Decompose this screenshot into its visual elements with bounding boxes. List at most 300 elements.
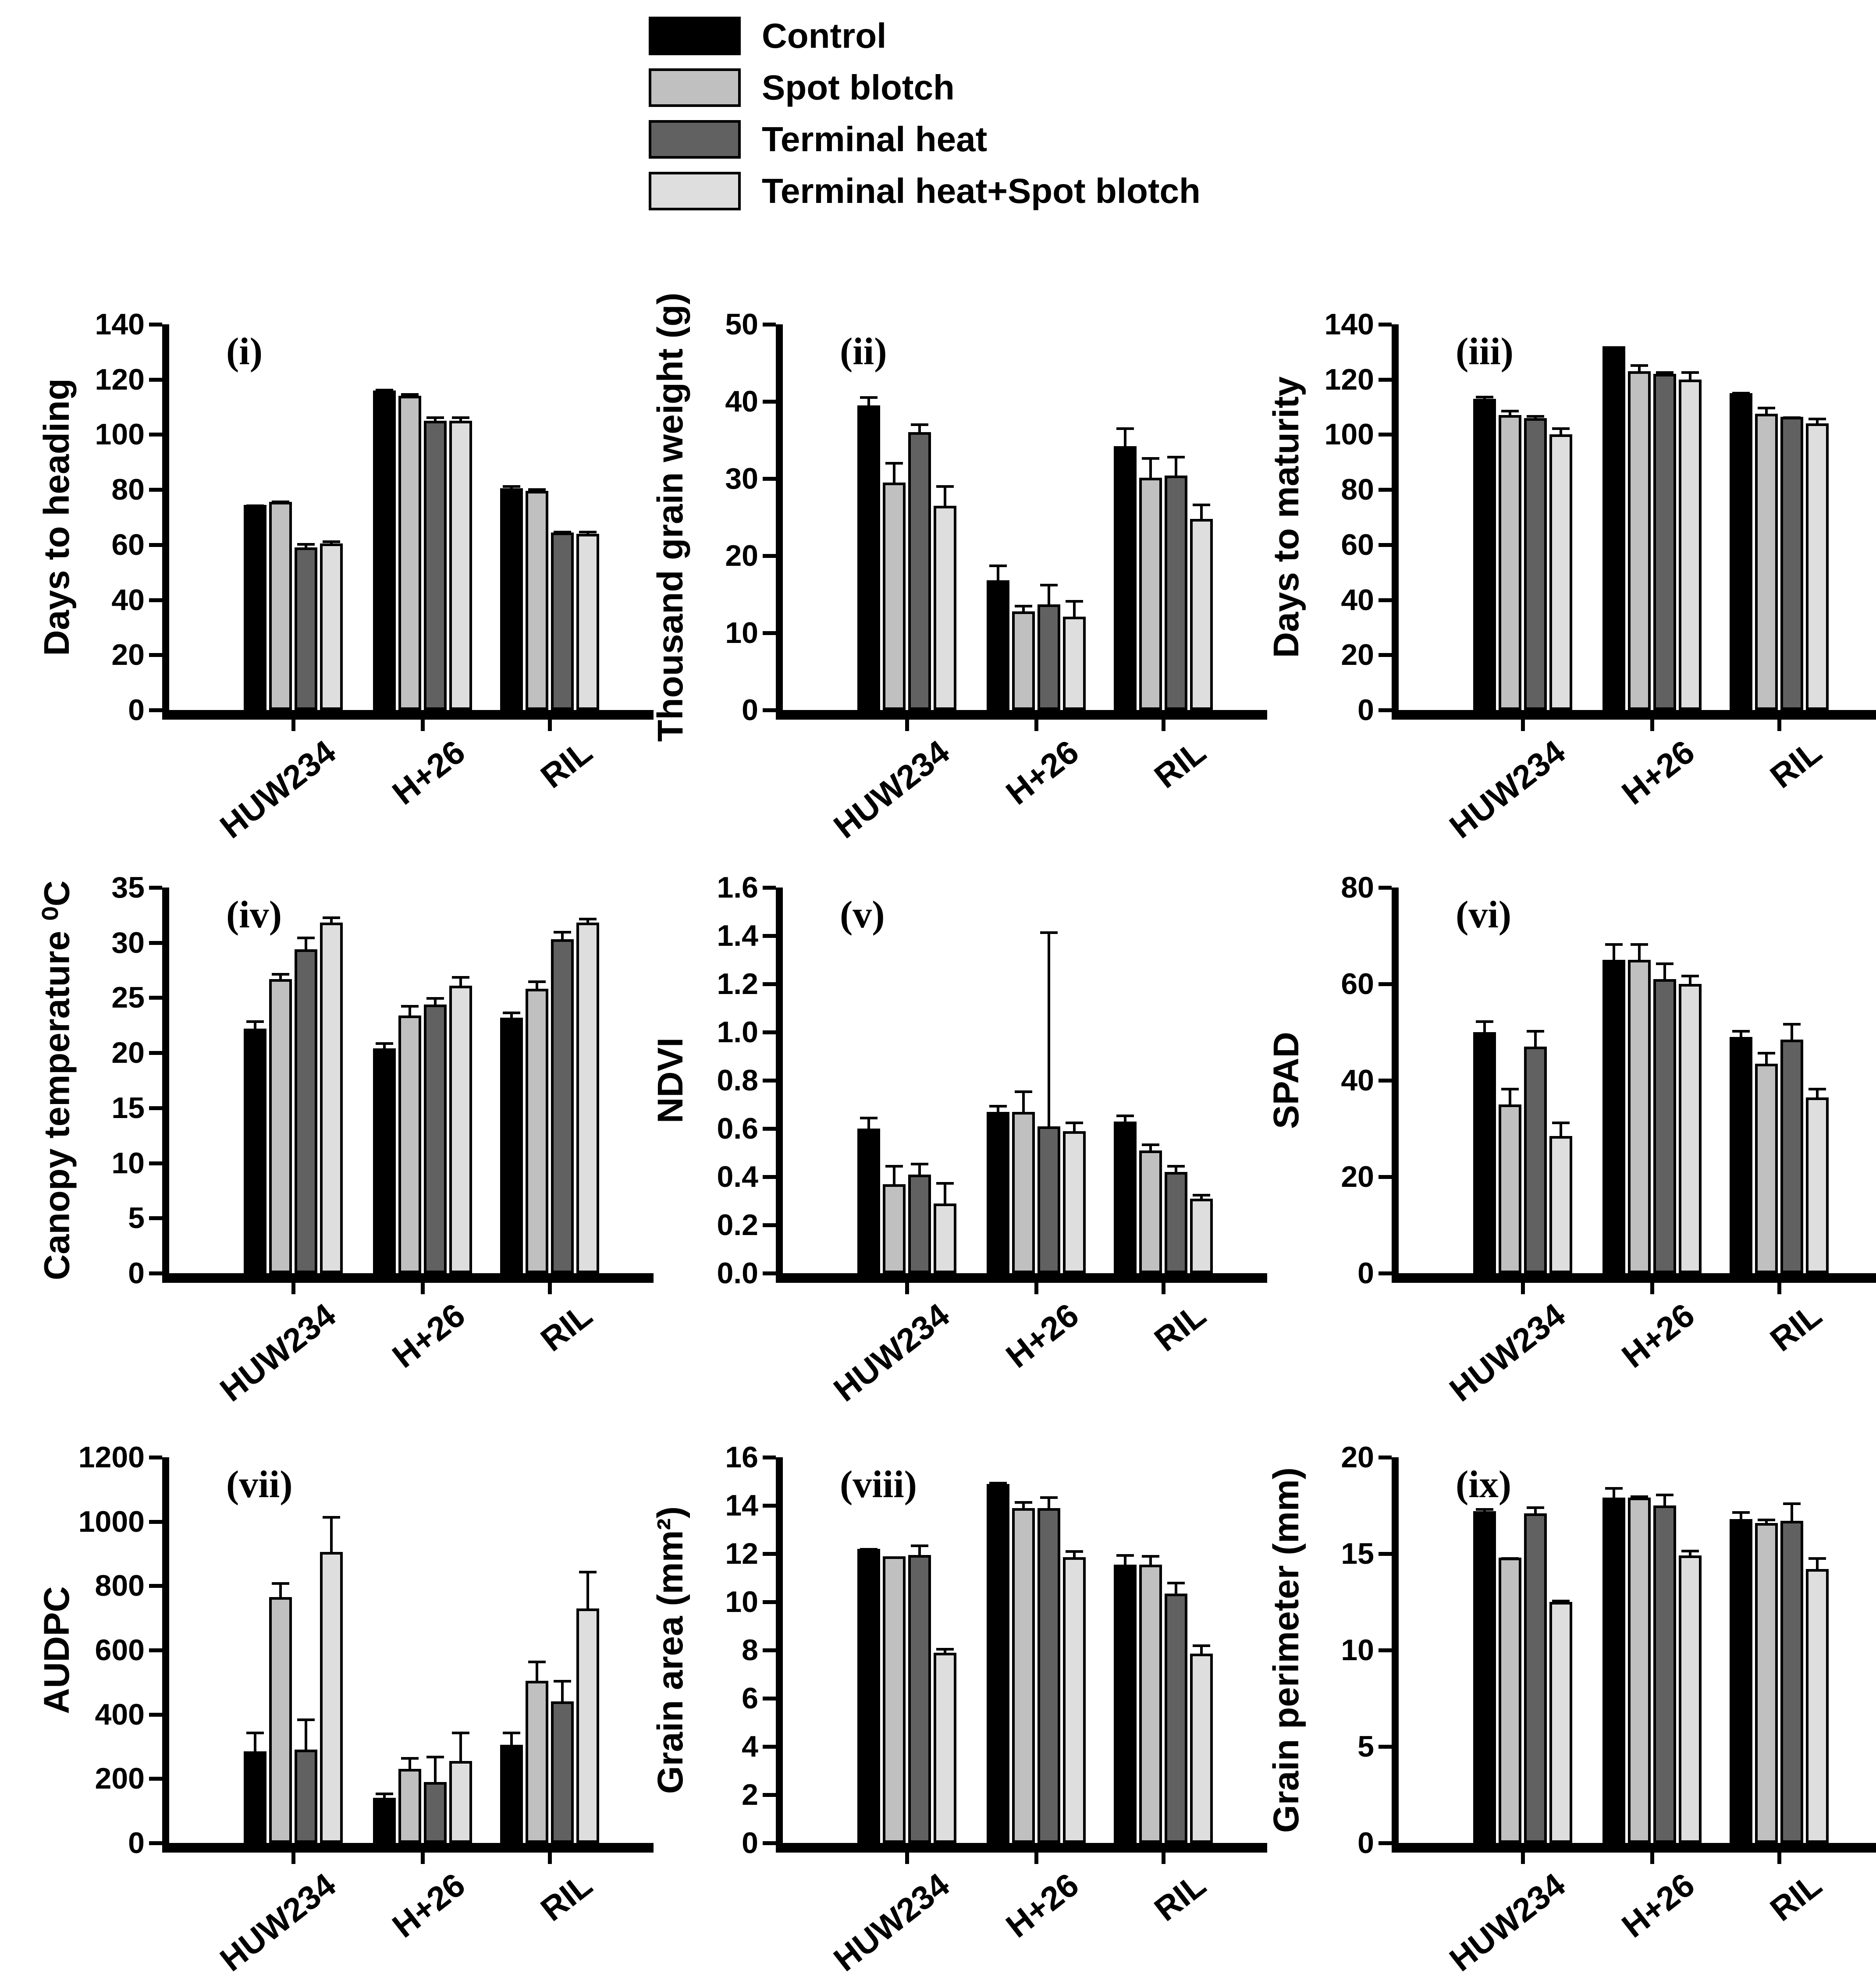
y-tick-label: 5 [128,1201,145,1235]
error-bar-cap [885,1165,903,1168]
error-bar [1758,1519,1775,1525]
y-tick-mark [1379,1456,1392,1459]
panel-label: (ii) [840,330,887,373]
bar-control-h-26 [373,391,396,710]
bar-group-huw234 [1473,324,1572,710]
error-bar-stem [536,1661,538,1683]
error-bar [297,1718,315,1752]
error-bar-cap [1605,346,1623,349]
error-bar [1527,1030,1544,1049]
y-tick-mark [763,708,776,712]
error-bar [911,1544,928,1558]
bar-terminal-heat-huw234 [908,1555,931,1843]
y-tick-mark [1379,708,1392,712]
bar-control-ril [500,1018,523,1273]
error-bar [911,423,928,435]
error-bar-stem [305,1718,307,1752]
plot-area [725,308,1267,846]
error-bar-cap [528,980,546,983]
error-bar-cap [1015,605,1032,607]
error-bar [1605,943,1623,962]
error-bar-cap [1552,427,1570,430]
y-tick-label: 1.4 [717,919,758,952]
x-tick-mark [1650,1853,1654,1864]
error-bar-cap [323,916,340,919]
bar-group-huw234 [857,888,956,1273]
error-bar-cap [1681,975,1699,977]
error-bar [1015,1090,1032,1115]
y-tick-mark [763,1223,776,1227]
error-bar [1476,1508,1493,1514]
error-bar [1783,1502,1801,1523]
error-bar-cap [1066,1550,1083,1553]
y-tick-mark [1379,543,1392,547]
error-bar [1116,427,1134,449]
x-tick-mark [421,720,425,731]
bar-terminal-heat-spot-blotch-ril [1806,1097,1829,1274]
bar-control-huw234 [1473,1511,1496,1843]
error-bar [1142,457,1159,480]
y-tick-label: 10 [111,1146,145,1180]
error-bar-stem [586,1571,589,1611]
bar-spot-blotch-ril [1755,1064,1778,1274]
bar-control-ril [1730,1519,1752,1843]
error-bar-cap [1501,1088,1519,1090]
bar-spot-blotch-h-26 [398,396,421,710]
bar-group-h-26 [987,888,1086,1273]
error-bar-cap [1015,1501,1032,1504]
bar-terminal-heat-spot-blotch-ril [1806,423,1829,710]
error-bar-cap [989,1105,1007,1108]
y-tick-label: 140 [95,308,145,341]
error-bar-cap [246,1020,264,1023]
error-bar-cap [1527,1030,1544,1033]
y-tick-label: 4 [742,1730,758,1763]
bar-terminal-heat-h-26 [1037,604,1060,710]
legend-swatch [649,120,741,159]
y-tick-mark [149,886,162,890]
y-tick-mark [149,1161,162,1165]
bar-terminal-heat-spot-blotch-huw234 [1549,1136,1572,1274]
y-tick-mark [149,433,162,437]
error-bar-stem [561,1680,564,1704]
y-tick-mark [763,554,776,558]
bar-group-huw234 [244,324,343,710]
y-tick-label: 8 [742,1633,758,1667]
y-tick-mark [763,1648,776,1652]
x-tick-mark [1777,720,1781,731]
error-bar [1142,1555,1159,1567]
y-tick-mark [1379,1745,1392,1749]
plot-area [111,871,654,1409]
plot-area [725,1441,1267,1979]
y-tick-label: 15 [1341,1537,1374,1570]
error-bar [885,462,903,485]
bar-spot-blotch-ril [526,1681,548,1843]
y-tick-mark [149,1713,162,1717]
y-tick-label: 0.0 [717,1257,758,1290]
error-bar-cap [1116,427,1134,430]
x-category-label-h-26: H+26 [385,1866,472,1945]
legend-swatch [649,172,741,210]
x-tick-mark [548,1283,552,1294]
error-bar-cap [989,1482,1007,1484]
y-tick-mark [763,1504,776,1508]
x-tick-mark [421,1283,425,1294]
y-tick-label: 40 [1341,1064,1374,1097]
error-bar [579,918,597,926]
bar-spot-blotch-ril [1139,478,1162,710]
error-bar [1758,407,1775,416]
error-bar [1015,605,1032,614]
error-bar-stem [1791,1502,1793,1523]
x-category-label-huw234: HUW234 [827,733,956,846]
x-category-label-h-26: H+26 [1615,1296,1702,1375]
error-bar [885,1165,903,1187]
error-bar [323,540,340,546]
error-bar [401,1005,419,1018]
x-category-label-ril: RIL [1148,1866,1213,1929]
y-tick-mark [149,653,162,657]
y-tick-mark [763,1079,776,1083]
bar-control-huw234 [1473,1032,1496,1273]
y-tick-label: 20 [1341,1160,1374,1193]
error-bar-cap [1758,1052,1775,1054]
bar-spot-blotch-huw234 [269,979,292,1273]
bar-spot-blotch-ril [1755,1523,1778,1843]
chart-panel-viii: Grain area (mm²) (viii) 0 2 4 6 8 10 12 14 16 HUW234 H+26 RIL [640,1405,1254,1970]
bar-terminal-heat-huw234 [1524,418,1547,710]
error-bar-cap [272,973,289,976]
y-tick-mark [763,323,776,327]
y-tick-label: 1000 [78,1505,145,1538]
error-bar [1066,600,1083,619]
error-bar-stem [1048,931,1050,1129]
y-tick-mark [149,378,162,382]
y-tick-label: 80 [1341,871,1374,904]
bar-control-h-26 [373,1048,396,1273]
x-category-label-ril: RIL [534,1866,599,1929]
y-tick-label: 800 [95,1569,145,1603]
x-category-label-h-26: H+26 [999,1296,1086,1375]
y-tick-mark [763,477,776,481]
y-tick-label: 60 [1341,967,1374,1001]
error-bar-cap [860,1117,878,1119]
error-bar [936,1648,954,1655]
error-bar-cap [1167,1582,1185,1584]
y-tick-label: 1.0 [717,1015,758,1049]
y-tick-mark [763,1600,776,1604]
y-tick-label: 1.2 [717,967,758,1001]
error-bar [1656,371,1673,377]
error-bar [1501,1088,1519,1107]
bar-terminal-heat-spot-blotch-huw234 [934,1204,956,1274]
bar-group-ril [1114,324,1213,710]
error-bar-stem [279,1582,282,1600]
error-bar-cap [1732,392,1750,394]
error-bar-cap [1193,504,1210,506]
x-category-label-ril: RIL [1148,733,1213,796]
error-bar-cap [1732,1511,1750,1514]
y-tick-mark [763,1745,776,1749]
error-bar-cap [426,416,444,419]
error-bar-cap [1758,407,1775,409]
x-tick-mark [905,1853,909,1864]
y-tick-label: 40 [1341,583,1374,617]
error-bar [1015,1501,1032,1511]
bar-terminal-heat-spot-blotch-huw234 [1549,434,1572,710]
y-tick-mark [1379,1271,1392,1275]
bar-terminal-heat-huw234 [295,1750,317,1843]
error-bar-stem [1791,1023,1793,1042]
bar-group-ril [1730,1457,1829,1843]
y-tick-label: 10 [725,616,758,650]
error-bar-cap [579,1571,597,1573]
y-tick-label: 5 [1357,1730,1374,1763]
bar-spot-blotch-ril [1755,414,1778,710]
bar-spot-blotch-huw234 [1499,415,1521,710]
error-bar [503,485,520,491]
error-bar [989,1482,1007,1487]
bar-terminal-heat-spot-blotch-h-26 [1679,380,1702,710]
bar-group-h-26 [373,324,472,710]
error-bar [1631,943,1648,962]
error-bar [1193,1644,1210,1657]
y-tick-label: 35 [111,871,145,904]
error-bar-cap [936,1648,954,1651]
y-tick-mark [1379,598,1392,602]
bar-terminal-heat-ril [1780,417,1803,710]
bar-group-h-26 [1602,324,1702,710]
x-category-label-ril: RIL [1763,733,1829,796]
bar-group-h-26 [373,888,472,1273]
error-bar-cap [579,531,597,533]
bar-group-ril [500,1457,599,1843]
plot-area [1341,871,1876,1409]
error-bar [1808,418,1826,426]
error-bar-cap [554,1680,571,1683]
panel-label: (viii) [840,1463,917,1506]
y-tick-label: 0 [1357,1826,1374,1860]
error-bar [554,1680,571,1704]
y-tick-mark [149,488,162,492]
error-bar [579,1571,597,1611]
error-bar-cap [1605,1487,1623,1490]
x-tick-mark [1777,1853,1781,1864]
error-bar-cap [1783,416,1801,419]
error-bar-cap [1167,1165,1185,1168]
error-bar [426,416,444,423]
error-bar [528,488,546,494]
error-bar-cap [401,1757,419,1760]
bar-spot-blotch-huw234 [883,483,906,710]
error-bar-cap [936,1182,954,1185]
bar-terminal-heat-ril [551,533,574,710]
y-tick-mark [763,1456,776,1459]
bar-control-huw234 [857,1549,880,1843]
error-bar [936,485,954,508]
y-tick-mark [1379,1648,1392,1652]
bar-terminal-heat-spot-blotch-h-26 [1063,1131,1086,1274]
error-bar-stem [1638,943,1641,962]
error-bar-stem [1073,600,1076,619]
bar-control-ril [1114,1122,1137,1274]
error-bar-cap [911,1163,928,1165]
y-tick-mark [763,1793,776,1797]
error-bar-cap [1066,1122,1083,1124]
error-bar-cap [1040,931,1058,934]
bar-spot-blotch-h-26 [1628,1498,1651,1843]
bar-terminal-heat-spot-blotch-h-26 [449,421,472,710]
bar-group-h-26 [987,324,1086,710]
y-tick-label: 0.6 [717,1112,758,1145]
x-category-label-huw234: HUW234 [213,1866,343,1979]
y-tick-mark [149,996,162,1000]
error-bar [1681,1550,1699,1559]
y-tick-label: 1.6 [717,871,758,904]
error-bar [1040,931,1058,1129]
bar-control-huw234 [244,1029,266,1273]
error-bar-cap [885,462,903,465]
bar-terminal-heat-spot-blotch-huw234 [320,1552,343,1843]
error-bar-cap [246,1732,264,1734]
y-tick-mark [149,1106,162,1110]
error-bar-cap [936,485,954,488]
error-bar-cap [1681,1550,1699,1552]
error-bar-cap [376,1042,393,1045]
error-bar [272,1582,289,1600]
error-bar-cap [1476,1020,1493,1023]
y-tick-mark [1379,1552,1392,1556]
error-bar-stem [254,1732,256,1754]
y-tick-label: 100 [95,418,145,451]
bar-group-huw234 [857,324,956,710]
error-bar-cap [297,937,315,939]
chart-panel-ix: Grain perimeter (mm) (ix) 0 5 10 15 20 HUW234 H+26 RIL [1256,1405,1869,1970]
x-tick-mark [1162,1283,1165,1294]
bar-control-ril [1730,393,1752,710]
error-bar-cap [401,393,419,396]
y-tick-label: 20 [1341,638,1374,672]
plot-area [717,871,1267,1409]
error-bar-stem [997,564,999,583]
error-bar-cap [1527,1506,1544,1509]
y-tick-mark [149,1648,162,1652]
y-tick-mark [1379,886,1392,890]
error-bar-cap [297,543,315,546]
y-tick-label: 40 [111,583,145,617]
error-bar [246,1020,264,1031]
bar-terminal-heat-ril [1165,1172,1187,1273]
error-bar [503,1012,520,1020]
bar-terminal-heat-ril [1780,1040,1803,1274]
x-tick-mark [548,720,552,731]
x-category-label-huw234: HUW234 [213,1296,343,1409]
error-bar [1527,415,1544,421]
bar-terminal-heat-spot-blotch-h-26 [1679,984,1702,1273]
bar-terminal-heat-huw234 [1524,1047,1547,1273]
error-bar [1552,1600,1570,1605]
bar-control-h-26 [987,1484,1009,1843]
x-tick-mark [1650,720,1654,731]
error-bar-stem [330,1516,333,1555]
bar-group-ril [1114,1457,1213,1843]
error-bar [323,916,340,925]
x-tick-mark [291,1853,295,1864]
error-bar-cap [911,1544,928,1547]
x-category-label-ril: RIL [534,733,599,796]
y-tick-label: 25 [111,981,145,1015]
y-tick-label: 14 [725,1489,758,1522]
plot-area [1341,1441,1876,1979]
x-category-label-huw234: HUW234 [1443,733,1572,846]
error-bar-cap [1116,1554,1134,1557]
error-bar-cap [1552,1122,1570,1124]
bar-terminal-heat-ril [1165,476,1187,710]
error-bar-cap [1040,584,1058,586]
error-bar [1476,1020,1493,1035]
x-category-label-h-26: H+26 [1615,733,1702,812]
panel-label: (vii) [226,1463,293,1506]
y-tick-label: 0 [1357,1257,1374,1290]
y-tick-mark [149,543,162,547]
error-bar-cap [272,501,289,503]
y-tick-label: 10 [725,1585,758,1619]
bar-control-ril [500,1745,523,1843]
legend-label: Terminal heat+Spot blotch [762,171,1201,210]
error-bar [1040,584,1058,607]
x-category-label-h-26: H+26 [385,733,472,812]
y-tick-label: 0 [742,1826,758,1860]
error-bar-cap [452,416,469,419]
y-tick-label: 0.2 [717,1208,758,1242]
error-bar [1681,975,1699,987]
y-tick-mark [763,1271,776,1275]
y-tick-mark [1379,982,1392,986]
error-bar-stem [1200,504,1203,521]
error-bar-cap [1015,1090,1032,1093]
y-tick-label: 0 [742,693,758,727]
x-tick-mark [1650,1283,1654,1294]
bar-terminal-heat-huw234 [295,949,317,1273]
bar-terminal-heat-spot-blotch-ril [576,1608,599,1843]
error-bar [272,973,289,982]
bar-control-ril [1114,446,1137,710]
error-bar-cap [503,485,520,488]
error-bar [297,543,315,550]
chart-panel-ii: Thousand grain weight (g) (ii) 0 10 20 30 40 50 HUW234 H+26 RIL [640,272,1254,837]
panel-label: (vi) [1456,894,1512,936]
legend-item [649,119,1201,160]
bar-group-huw234 [857,1457,956,1843]
plot-area [95,308,654,846]
y-tick-mark [1379,378,1392,382]
error-bar-cap [1808,1557,1826,1560]
plot-area [1324,308,1876,846]
error-bar [1552,1122,1570,1139]
error-bar [860,1548,878,1551]
bar-spot-blotch-h-26 [1628,960,1651,1273]
bar-terminal-heat-spot-blotch-ril [1190,1654,1213,1843]
bar-terminal-heat-spot-blotch-ril [1806,1569,1829,1843]
error-bar [1808,1088,1826,1100]
y-tick-mark [763,886,776,890]
y-tick-mark [1379,1079,1392,1083]
error-bar-stem [1022,1090,1025,1115]
bar-terminal-heat-h-26 [1037,1126,1060,1274]
error-bar [1631,364,1648,374]
error-bar-cap [323,540,340,543]
